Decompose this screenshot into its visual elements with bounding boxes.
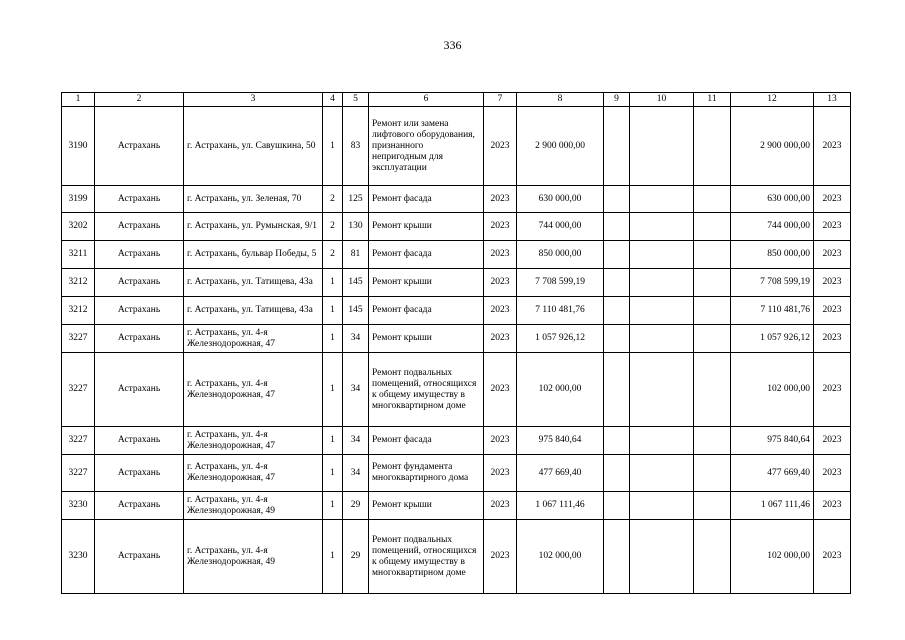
- year-cell: 2023: [484, 520, 517, 594]
- row-number-cell: 3202: [62, 213, 95, 241]
- column-4-cell: 1: [323, 107, 343, 186]
- cost-cell: 975 840,64: [517, 427, 604, 455]
- column-11-cell: [694, 492, 731, 520]
- column-5-cell: 81: [343, 241, 369, 269]
- total-cost-cell: 477 669,40: [731, 455, 814, 492]
- work-type-cell: Ремонт фасада: [369, 297, 484, 325]
- column-11-cell: [694, 186, 731, 213]
- work-type-cell: Ремонт крыши: [369, 269, 484, 297]
- column-9-cell: [604, 213, 630, 241]
- cost-cell: 102 000,00: [517, 520, 604, 594]
- year-cell: 2023: [484, 492, 517, 520]
- address-cell: г. Астрахань, ул. Савушкина, 50: [184, 107, 323, 186]
- page-number: 336: [443, 38, 462, 52]
- completion-year-cell: 2023: [814, 492, 851, 520]
- column-9-cell: [604, 492, 630, 520]
- column-header: 9: [604, 93, 630, 107]
- year-cell: 2023: [484, 186, 517, 213]
- address-cell: г. Астрахань, ул. 4-я Железнодорожная, 47: [184, 455, 323, 492]
- completion-year-cell: 2023: [814, 325, 851, 353]
- year-cell: 2023: [484, 269, 517, 297]
- column-header: 5: [343, 93, 369, 107]
- city-cell: Астрахань: [95, 269, 184, 297]
- total-cost-cell: 630 000,00: [731, 186, 814, 213]
- row-number-cell: 3227: [62, 325, 95, 353]
- column-11-cell: [694, 427, 731, 455]
- completion-year-cell: 2023: [814, 186, 851, 213]
- column-header: 7: [484, 93, 517, 107]
- year-cell: 2023: [484, 241, 517, 269]
- work-type-cell: Ремонт подвальных помещений, относящихся к общему имуществу в многоквартирном доме: [369, 520, 484, 594]
- cost-cell: 744 000,00: [517, 213, 604, 241]
- column-5-cell: 145: [343, 297, 369, 325]
- column-10-cell: [630, 520, 694, 594]
- completion-year-cell: 2023: [814, 107, 851, 186]
- work-type-cell: Ремонт фасада: [369, 241, 484, 269]
- table-row: [62, 492, 851, 520]
- column-10-cell: [630, 492, 694, 520]
- column-10-cell: [630, 241, 694, 269]
- city-cell: Астрахань: [95, 213, 184, 241]
- total-cost-cell: 7 708 599,19: [731, 269, 814, 297]
- column-10-cell: [630, 213, 694, 241]
- column-5-cell: 125: [343, 186, 369, 213]
- column-5-cell: 34: [343, 353, 369, 427]
- address-cell: г. Астрахань, бульвар Победы, 5: [184, 241, 323, 269]
- column-10-cell: [630, 427, 694, 455]
- city-cell: Астрахань: [95, 427, 184, 455]
- total-cost-cell: 850 000,00: [731, 241, 814, 269]
- table-row: [62, 241, 851, 269]
- column-5-cell: 34: [343, 427, 369, 455]
- row-number-cell: 3211: [62, 241, 95, 269]
- work-type-cell: Ремонт крыши: [369, 325, 484, 353]
- completion-year-cell: 2023: [814, 213, 851, 241]
- address-cell: г. Астрахань, ул. Румынская, 9/1: [184, 213, 323, 241]
- year-cell: 2023: [484, 353, 517, 427]
- cost-cell: 1 057 926,12: [517, 325, 604, 353]
- column-header: 1: [62, 93, 95, 107]
- column-header: 3: [184, 93, 323, 107]
- table-row: [62, 107, 851, 186]
- column-9-cell: [604, 427, 630, 455]
- column-4-cell: 2: [323, 186, 343, 213]
- completion-year-cell: 2023: [814, 455, 851, 492]
- column-11-cell: [694, 269, 731, 297]
- total-cost-cell: 7 110 481,76: [731, 297, 814, 325]
- table-row: [62, 353, 851, 427]
- column-11-cell: [694, 520, 731, 594]
- column-9-cell: [604, 353, 630, 427]
- column-10-cell: [630, 353, 694, 427]
- column-header: 10: [630, 93, 694, 107]
- work-type-cell: Ремонт фундамента многоквартирного дома: [369, 455, 484, 492]
- column-5-cell: 29: [343, 520, 369, 594]
- year-cell: 2023: [484, 455, 517, 492]
- work-type-cell: Ремонт крыши: [369, 492, 484, 520]
- year-cell: 2023: [484, 325, 517, 353]
- completion-year-cell: 2023: [814, 241, 851, 269]
- cost-cell: 850 000,00: [517, 241, 604, 269]
- column-9-cell: [604, 455, 630, 492]
- completion-year-cell: 2023: [814, 427, 851, 455]
- year-cell: 2023: [484, 213, 517, 241]
- row-number-cell: 3227: [62, 353, 95, 427]
- total-cost-cell: 975 840,64: [731, 427, 814, 455]
- column-header: 6: [369, 93, 484, 107]
- city-cell: Астрахань: [95, 492, 184, 520]
- address-cell: г. Астрахань, ул. 4-я Железнодорожная, 47: [184, 325, 323, 353]
- column-9-cell: [604, 297, 630, 325]
- cost-cell: 102 000,00: [517, 353, 604, 427]
- column-4-cell: 1: [323, 427, 343, 455]
- column-4-cell: 2: [323, 241, 343, 269]
- cost-cell: 7 708 599,19: [517, 269, 604, 297]
- column-5-cell: 145: [343, 269, 369, 297]
- table-row: [62, 269, 851, 297]
- total-cost-cell: 102 000,00: [731, 353, 814, 427]
- column-9-cell: [604, 107, 630, 186]
- column-9-cell: [604, 325, 630, 353]
- column-4-cell: 1: [323, 297, 343, 325]
- work-type-cell: Ремонт или замена лифтового оборудования, признанного непригодным для эксплуатации: [369, 107, 484, 186]
- city-cell: Астрахань: [95, 107, 184, 186]
- address-cell: г. Астрахань, ул. Татищева, 43а: [184, 269, 323, 297]
- work-type-cell: Ремонт крыши: [369, 213, 484, 241]
- work-type-cell: Ремонт фасада: [369, 186, 484, 213]
- column-4-cell: 2: [323, 213, 343, 241]
- column-10-cell: [630, 297, 694, 325]
- column-11-cell: [694, 213, 731, 241]
- completion-year-cell: 2023: [814, 353, 851, 427]
- address-cell: г. Астрахань, ул. Зеленая, 70: [184, 186, 323, 213]
- column-5-cell: 130: [343, 213, 369, 241]
- table-row: [62, 325, 851, 353]
- capital-repair-table: [61, 92, 851, 594]
- city-cell: Астрахань: [95, 297, 184, 325]
- column-10-cell: [630, 269, 694, 297]
- column-4-cell: 1: [323, 325, 343, 353]
- column-5-cell: 34: [343, 455, 369, 492]
- year-cell: 2023: [484, 107, 517, 186]
- column-5-cell: 29: [343, 492, 369, 520]
- city-cell: Астрахань: [95, 325, 184, 353]
- column-4-cell: 1: [323, 492, 343, 520]
- column-4-cell: 1: [323, 455, 343, 492]
- column-11-cell: [694, 241, 731, 269]
- city-cell: Астрахань: [95, 455, 184, 492]
- table-row: [62, 427, 851, 455]
- column-11-cell: [694, 455, 731, 492]
- column-9-cell: [604, 269, 630, 297]
- table-row: [62, 186, 851, 213]
- column-header: 4: [323, 93, 343, 107]
- total-cost-cell: 1 067 111,46: [731, 492, 814, 520]
- total-cost-cell: 102 000,00: [731, 520, 814, 594]
- row-number-cell: 3190: [62, 107, 95, 186]
- row-number-cell: 3212: [62, 297, 95, 325]
- table-row: [62, 213, 851, 241]
- work-type-cell: Ремонт фасада: [369, 427, 484, 455]
- city-cell: Астрахань: [95, 241, 184, 269]
- total-cost-cell: 2 900 000,00: [731, 107, 814, 186]
- column-4-cell: 1: [323, 520, 343, 594]
- column-header: 11: [694, 93, 731, 107]
- column-11-cell: [694, 107, 731, 186]
- column-header: 2: [95, 93, 184, 107]
- total-cost-cell: 744 000,00: [731, 213, 814, 241]
- row-number-cell: 3227: [62, 455, 95, 492]
- row-number-cell: 3199: [62, 186, 95, 213]
- completion-year-cell: 2023: [814, 520, 851, 594]
- column-4-cell: 1: [323, 353, 343, 427]
- cost-cell: 630 000,00: [517, 186, 604, 213]
- column-header: 8: [517, 93, 604, 107]
- completion-year-cell: 2023: [814, 297, 851, 325]
- address-cell: г. Астрахань, ул. 4-я Железнодорожная, 47: [184, 353, 323, 427]
- row-number-cell: 3212: [62, 269, 95, 297]
- address-cell: г. Астрахань, ул. 4-я Железнодорожная, 49: [184, 492, 323, 520]
- column-number-row: [62, 93, 851, 107]
- column-header: 12: [731, 93, 814, 107]
- column-header: 13: [814, 93, 851, 107]
- cost-cell: 7 110 481,76: [517, 297, 604, 325]
- column-9-cell: [604, 520, 630, 594]
- row-number-cell: 3227: [62, 427, 95, 455]
- column-5-cell: 83: [343, 107, 369, 186]
- cost-cell: 2 900 000,00: [517, 107, 604, 186]
- work-type-cell: Ремонт подвальных помещений, относящихся к общему имуществу в многоквартирном доме: [369, 353, 484, 427]
- column-4-cell: 1: [323, 269, 343, 297]
- address-cell: г. Астрахань, ул. 4-я Железнодорожная, 47: [184, 427, 323, 455]
- city-cell: Астрахань: [95, 186, 184, 213]
- city-cell: Астрахань: [95, 353, 184, 427]
- column-10-cell: [630, 107, 694, 186]
- column-11-cell: [694, 297, 731, 325]
- column-11-cell: [694, 325, 731, 353]
- table-row: [62, 297, 851, 325]
- column-5-cell: 34: [343, 325, 369, 353]
- column-9-cell: [604, 186, 630, 213]
- column-10-cell: [630, 325, 694, 353]
- row-number-cell: 3230: [62, 520, 95, 594]
- city-cell: Астрахань: [95, 520, 184, 594]
- column-10-cell: [630, 186, 694, 213]
- table-row: [62, 455, 851, 492]
- address-cell: г. Астрахань, ул. Татищева, 43а: [184, 297, 323, 325]
- table-row: [62, 520, 851, 594]
- column-11-cell: [694, 353, 731, 427]
- completion-year-cell: 2023: [814, 269, 851, 297]
- row-number-cell: 3230: [62, 492, 95, 520]
- cost-cell: 1 067 111,46: [517, 492, 604, 520]
- year-cell: 2023: [484, 297, 517, 325]
- column-10-cell: [630, 455, 694, 492]
- column-9-cell: [604, 241, 630, 269]
- total-cost-cell: 1 057 926,12: [731, 325, 814, 353]
- cost-cell: 477 669,40: [517, 455, 604, 492]
- year-cell: 2023: [484, 427, 517, 455]
- address-cell: г. Астрахань, ул. 4-я Железнодорожная, 49: [184, 520, 323, 594]
